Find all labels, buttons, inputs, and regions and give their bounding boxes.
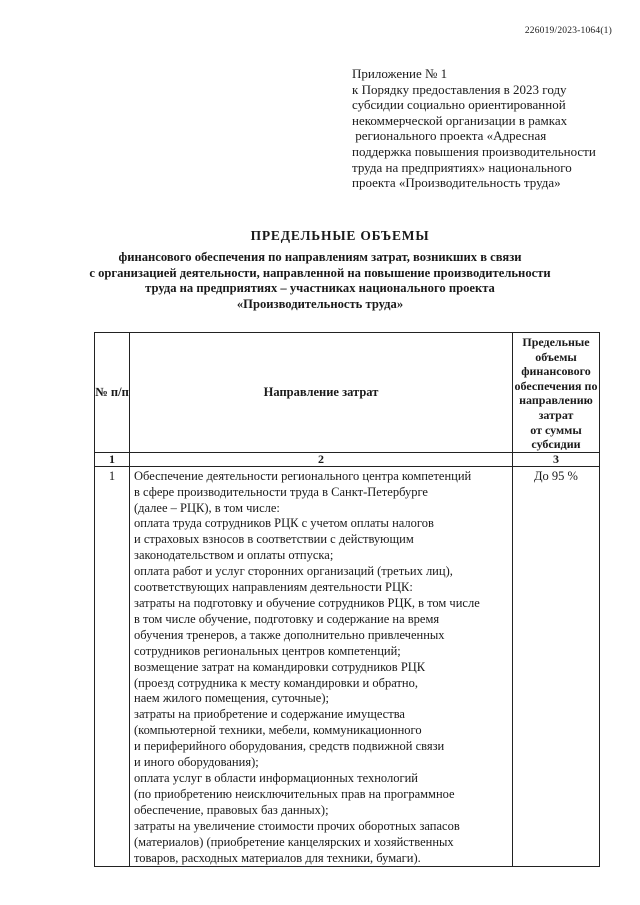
direction-line: оплата работ и услуг сторонних организаций (третьих лиц),	[134, 564, 453, 579]
appendix-line: некоммерческой организации в рамках	[352, 112, 568, 128]
direction-line: оплата услуг в области информационных технологий	[134, 770, 418, 785]
header-num: № п/п	[95, 333, 130, 453]
header-limit-line: объемы	[535, 349, 577, 364]
direction-line: обеспечение, правовых баз данных);	[134, 802, 329, 817]
header-limit-line: от суммы	[530, 422, 582, 437]
table-header-row	[95, 333, 600, 453]
direction-line: возмещение затрат на командировки сотрудников РЦК	[134, 659, 426, 674]
direction-line: в том числе обучение, подготовку и содержание на время	[134, 611, 440, 626]
header-direction: Направление затрат	[130, 333, 513, 453]
column-index: 2	[130, 452, 513, 466]
direction-line: обучения тренеров, а также дополнительно привлеченных	[134, 627, 445, 642]
direction-line: затраты на подготовку и обучение сотрудников РЦК, в том числе	[134, 596, 480, 610]
header-limit-line: затрат	[538, 407, 574, 422]
header-limit-line: финансового	[521, 364, 591, 379]
cost-limits-table	[94, 332, 600, 867]
appendix-line: Приложение № 1	[352, 66, 448, 81]
subtitle-line: «Производительность труда»	[236, 296, 404, 311]
direction-line: затраты на увеличение стоимости прочих оборотных запасов	[134, 818, 460, 833]
subtitle-line: финансового обеспечения по направлениям затрат, возникших в связи	[118, 250, 522, 264]
appendix-line: к Порядку предоставления в 2023 году	[352, 81, 567, 97]
column-index: 3	[513, 452, 600, 466]
direction-line: оплата труда сотрудников РЦК с учетом оплаты налогов	[134, 516, 434, 531]
direction-line: (проезд сотрудника к месту командировки и обратно,	[134, 675, 418, 690]
header-limit-line: субсидии	[531, 437, 581, 452]
direction-line: (компьютерной техники, мебели, коммуникационного	[134, 723, 422, 738]
direction-line: наем жилого помещения, суточные);	[134, 691, 329, 706]
row-num: 1	[95, 466, 130, 867]
direction-line: затраты на приобретение и содержание имущества	[134, 707, 405, 722]
header-limit-line: направлению	[519, 393, 593, 408]
subtitle-line: с организацией деятельности, направленной на повышение производительности	[89, 265, 551, 280]
direction-line: (далее – РЦК), в том числе:	[134, 500, 280, 515]
column-index-row	[95, 452, 600, 466]
direction-line: и периферийного оборудования, средств подвижной связи	[134, 739, 445, 754]
direction-line: Обеспечение деятельности регионального центра компетенций	[134, 468, 472, 483]
header-limit	[513, 333, 600, 453]
appendix-line: поддержка повышения производительности	[352, 143, 596, 159]
header-limit-line: обеспечения по	[514, 378, 598, 393]
direction-line: сотрудников региональных центров компетенций;	[134, 643, 401, 658]
appendix-line: субсидии социально ориентированной	[352, 97, 566, 113]
appendix-note	[352, 66, 612, 191]
header-limit-line: Предельные	[522, 335, 590, 349]
direction-line: соответствующих направлениям деятельности РЦК:	[134, 580, 413, 595]
row-limit: До 95 %	[513, 466, 600, 867]
document-title	[0, 228, 640, 312]
document-number: 226019/2023-1064(1)	[524, 26, 612, 36]
table-row	[95, 466, 600, 867]
appendix-line: регионального проекта «Адресная	[352, 128, 547, 144]
column-index: 1	[95, 452, 130, 466]
direction-line: в сфере производительности труда в Санкт-Петербурге	[134, 484, 428, 499]
direction-line: (по приобретению неисключительных прав на программное	[134, 786, 455, 801]
title-subtitle	[0, 250, 640, 312]
subtitle-line: труда на предприятиях – участниках национального проекта	[145, 281, 495, 296]
direction-line: и страховых взносов в соответствии с действующим	[134, 532, 414, 547]
direction-line: и иного оборудования);	[134, 755, 259, 770]
appendix-line: труда на предприятиях» национального	[352, 159, 572, 175]
direction-line: (материалов) (приобретение канцелярских и хозяйственных	[134, 834, 454, 849]
direction-line: товаров, расходных материалов для техники, бумаги).	[134, 850, 421, 865]
title-main: ПРЕДЕЛЬНЫЕ ОБЪЕМЫ	[250, 228, 430, 243]
row-direction	[130, 466, 513, 867]
appendix-line: проекта «Производительность труда»	[352, 175, 561, 191]
direction-line: законодательством и оплаты отпуска;	[134, 548, 334, 563]
